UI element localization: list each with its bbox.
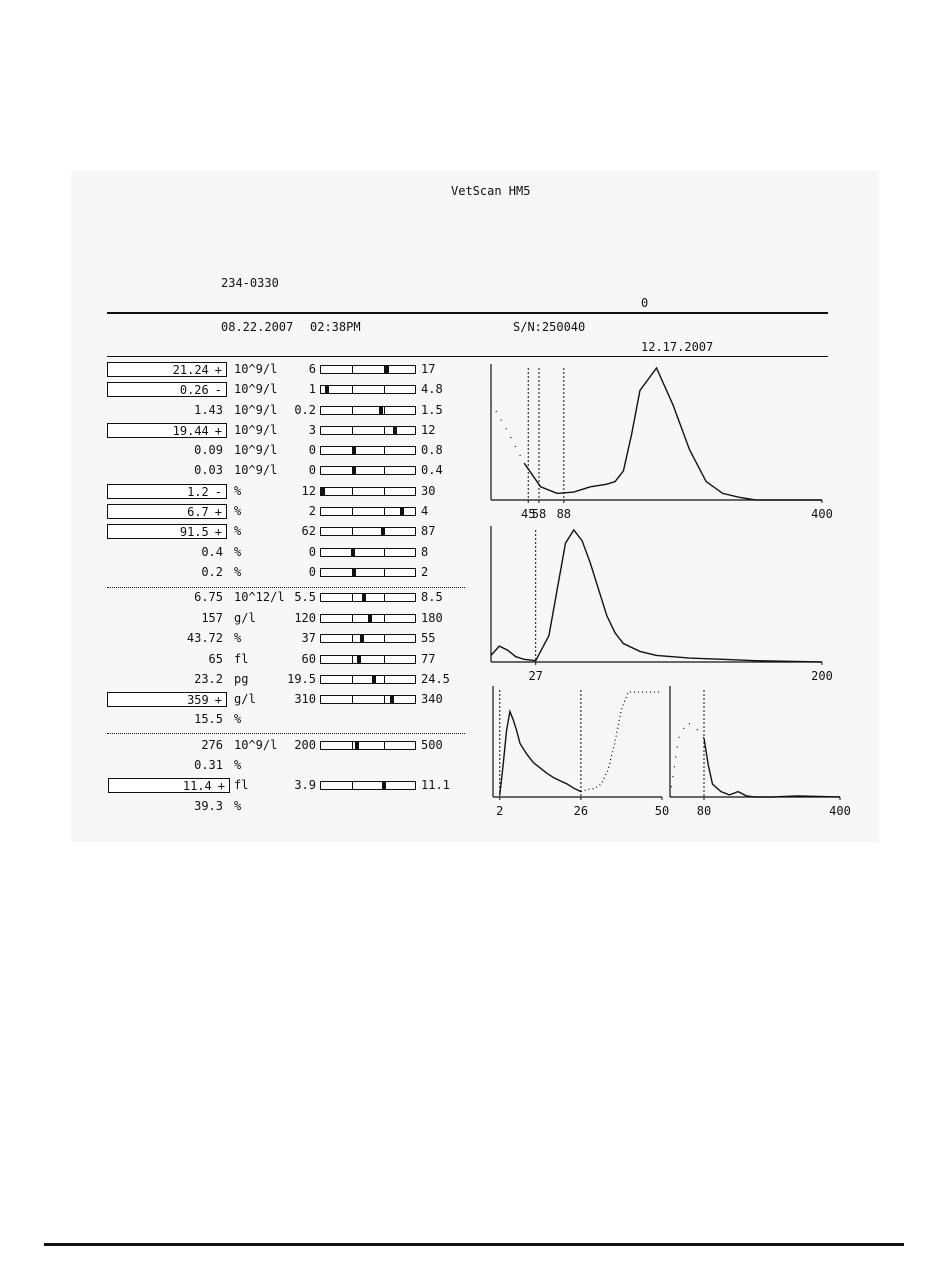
range-low: 1 [308, 382, 316, 396]
range-high: 1.5 [421, 403, 443, 417]
range-high: 77 [421, 652, 436, 666]
range-high: 0.8 [421, 443, 443, 457]
result-flag: - [214, 383, 222, 397]
histogram-curve-dotted [581, 692, 662, 792]
result-number: 157 [201, 611, 223, 625]
range-low: 37 [301, 631, 316, 645]
range-high: 8.5 [421, 590, 443, 604]
result-unit: fl [234, 778, 249, 792]
result-unit: % [234, 484, 242, 498]
histogram-tick-label: 45 [521, 507, 536, 521]
range-low: 3.9 [294, 778, 316, 792]
result-number: 0.4 [201, 545, 223, 559]
patient-id: 234-0330 [221, 276, 279, 290]
result-unit: 10^12/l [234, 590, 285, 604]
result-number: 6.75 [194, 590, 223, 604]
histogram-curve-dotted [491, 402, 524, 463]
result-unit: 10^9/l [234, 738, 278, 752]
result-unit: % [234, 758, 242, 772]
range-low: 200 [294, 738, 316, 752]
result-unit: % [234, 799, 242, 813]
result-flag: + [214, 363, 222, 377]
result-number: 1.2 [187, 485, 209, 499]
range-high: 24.5 [421, 672, 450, 686]
result-number: 11.4 [182, 779, 212, 793]
header-right-value: 0 [641, 296, 649, 310]
result-flag: + [214, 424, 222, 438]
result-unit: 10^9/l [234, 362, 278, 376]
range-low: 0 [308, 545, 316, 559]
result-unit: pg [234, 672, 249, 686]
histogram-tick-label: 88 [556, 507, 572, 521]
range-low: 6 [308, 362, 316, 376]
range-low: 2 [308, 504, 316, 518]
range-low: 0 [308, 443, 316, 457]
histogram-tick-label: 400 [829, 804, 851, 818]
range-high: 17 [421, 362, 436, 376]
result-unit: % [234, 631, 242, 645]
range-low: 62 [301, 524, 316, 538]
histogram-tick-label: 400 [811, 507, 833, 521]
histogram-curve [524, 368, 822, 500]
result-number: 23.2 [194, 672, 223, 686]
result-unit: % [234, 712, 242, 726]
range-high: 0.4 [421, 463, 443, 477]
result-flag: - [214, 485, 222, 499]
result-flag: + [217, 779, 225, 793]
histogram-curve [500, 711, 581, 794]
result-number: 0.2 [201, 565, 223, 579]
result-flag: + [214, 525, 222, 539]
report-date-secondary: 12.17.2007 [641, 340, 714, 354]
histogram-curve [491, 530, 822, 662]
result-number: 1.43 [194, 403, 223, 417]
result-number: 276 [201, 738, 223, 752]
result-unit: % [234, 524, 242, 538]
result-number: 15.5 [194, 712, 223, 726]
result-flag: + [214, 505, 222, 519]
result-number: 0.31 [194, 758, 223, 772]
histogram-tick-label: 80 [696, 804, 712, 818]
range-low: 120 [294, 611, 316, 625]
histogram-curve [704, 738, 840, 797]
range-low: 3 [308, 423, 316, 437]
range-high: 11.1 [421, 778, 450, 792]
result-number: 359 [187, 693, 209, 707]
range-high: 55 [421, 631, 436, 645]
report-title: VetScan HM5 [451, 184, 531, 198]
range-high: 30 [421, 484, 436, 498]
report-date: 08.22.2007 [221, 320, 294, 334]
histogram-curve-dotted [670, 722, 704, 797]
range-low: 0 [308, 463, 316, 477]
result-number: 0.09 [194, 443, 223, 457]
histogram-tick-label: 200 [811, 669, 833, 683]
range-high: 87 [421, 524, 436, 538]
range-low: 60 [301, 652, 316, 666]
result-unit: 10^9/l [234, 403, 278, 417]
range-low: 0.2 [294, 403, 316, 417]
range-high: 4 [421, 504, 429, 518]
result-unit: 10^9/l [234, 463, 278, 477]
serial-number: S/N:250040 [513, 320, 586, 334]
range-low: 12 [301, 484, 316, 498]
result-flag: + [214, 693, 222, 707]
result-unit: 10^9/l [234, 382, 278, 396]
range-low: 19.5 [287, 672, 316, 686]
result-unit: g/l [234, 611, 256, 625]
range-low: 310 [294, 692, 316, 706]
result-unit: 10^9/l [234, 443, 278, 457]
histogram-tick-label: 2 [496, 804, 504, 818]
result-unit: 10^9/l [234, 423, 278, 437]
result-number: 21.24 [172, 363, 209, 377]
result-number: 6.7 [187, 505, 209, 519]
range-high: 500 [421, 738, 443, 752]
result-number: 39.3 [194, 799, 223, 813]
histogram-tick-label: 26 [573, 804, 589, 818]
range-low: 0 [308, 565, 316, 579]
result-unit: % [234, 504, 242, 518]
result-number: 43.72 [186, 631, 223, 645]
range-high: 8 [421, 545, 429, 559]
result-number: 91.5 [179, 525, 209, 539]
histogram-tick-label: 58 [531, 507, 547, 521]
range-high: 180 [421, 611, 443, 625]
range-low: 5.5 [294, 590, 316, 604]
result-number: 65 [208, 652, 223, 666]
report-time: 02:38PM [310, 320, 361, 334]
range-high: 12 [421, 423, 436, 437]
range-high: 2 [421, 565, 429, 579]
histogram-tick-label: 27 [528, 669, 543, 683]
result-number: 0.03 [194, 463, 223, 477]
result-unit: % [234, 565, 242, 579]
range-high: 340 [421, 692, 443, 706]
result-unit: % [234, 545, 242, 559]
result-number: 19.44 [172, 424, 209, 438]
range-high: 4.8 [421, 382, 443, 396]
result-unit: g/l [234, 692, 256, 706]
result-unit: fl [234, 652, 249, 666]
page-footer-rule [44, 1243, 904, 1246]
histogram-tick-label: 50 [654, 804, 670, 818]
result-number: 0.26 [179, 383, 209, 397]
